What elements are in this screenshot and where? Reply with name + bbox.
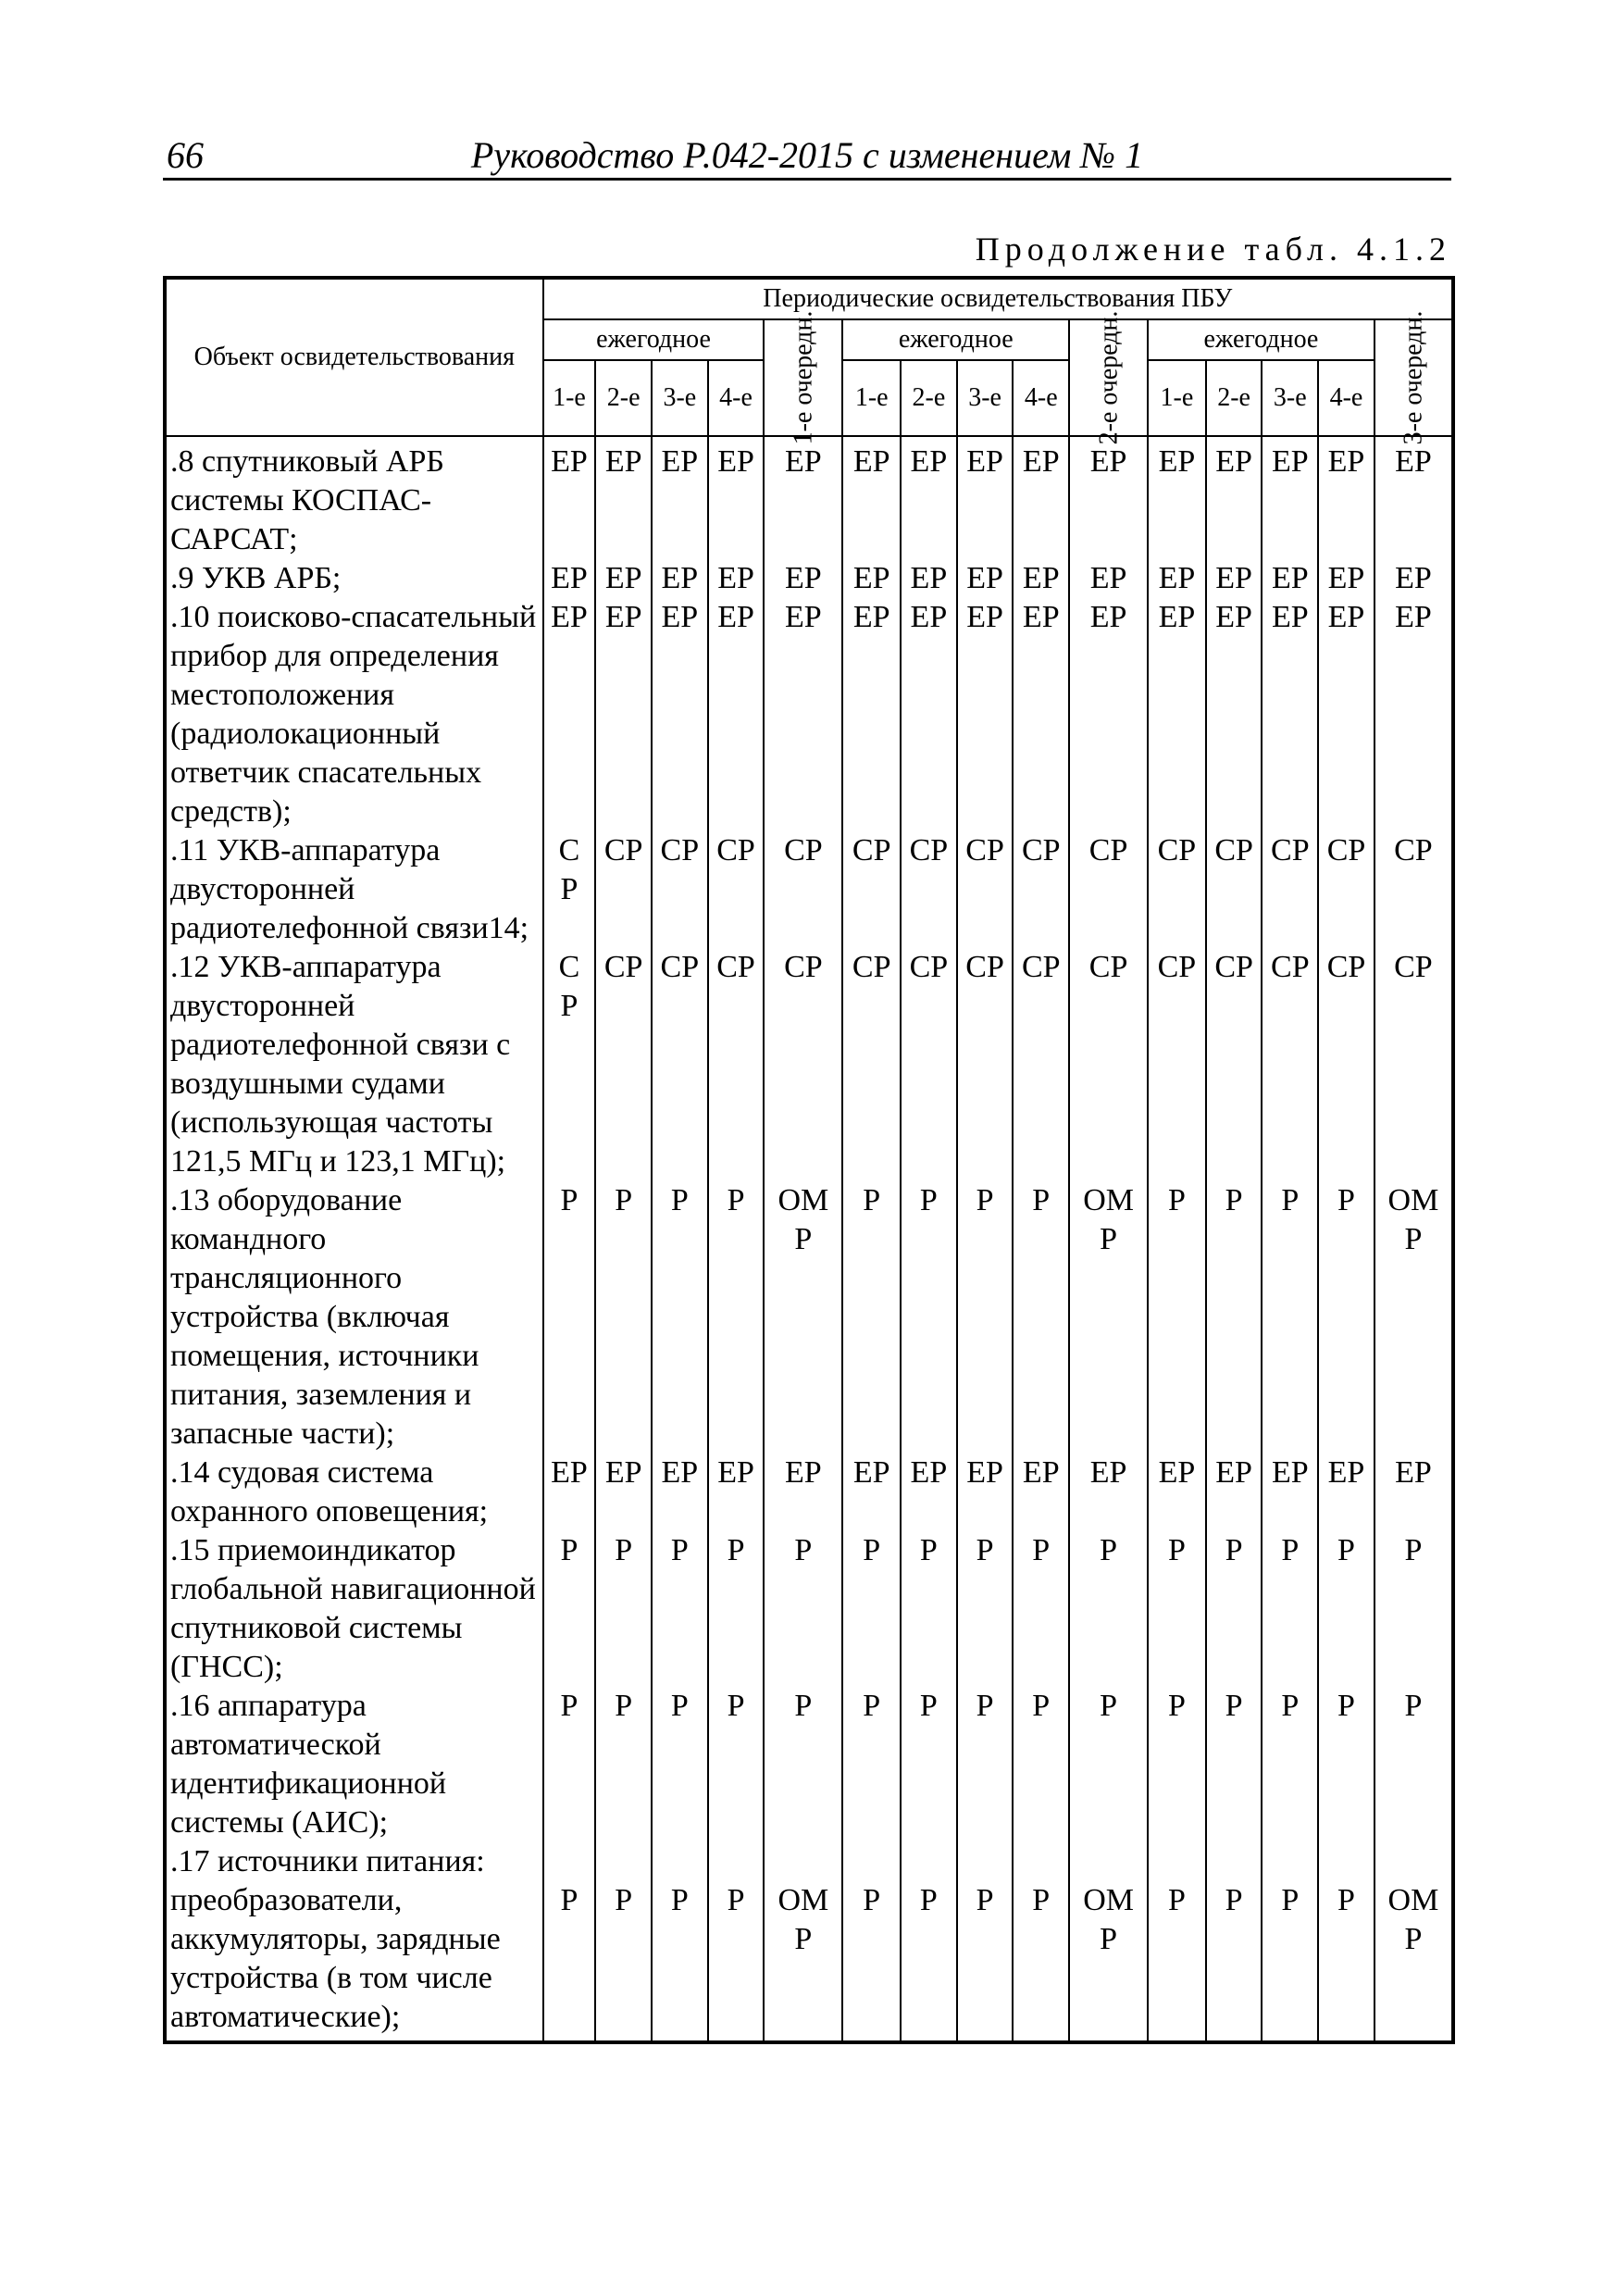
survey-value: СР	[1069, 831, 1148, 948]
survey-value: СР	[1374, 831, 1453, 948]
survey-value: ЕР	[901, 1454, 957, 1531]
survey-value: ЕР	[652, 1454, 708, 1531]
group-header: Периодические освидетельствования ПБУ	[543, 278, 1453, 319]
survey-object: .13 оборудование командного трансляционного устройства (включая помещения, источники питания, заземления и запасные части);	[165, 1181, 543, 1454]
survey-value: ОМ Р	[1374, 1181, 1453, 1454]
survey-value: ОМ Р	[764, 1881, 842, 2042]
annual-col-4: 4-е	[708, 360, 765, 436]
survey-value: Р	[764, 1687, 842, 1842]
survey-value: Р	[1262, 1181, 1318, 1454]
survey-value: ЕР	[1374, 559, 1453, 598]
survey-value: ЕР	[1318, 559, 1374, 598]
survey-value: Р	[652, 1687, 708, 1842]
survey-value: СР	[1318, 948, 1374, 1181]
annual-col-3: 3-е	[652, 360, 708, 436]
survey-value: ЕР	[708, 436, 765, 559]
survey-value: Р	[1318, 1531, 1374, 1687]
table-row	[165, 948, 1453, 1181]
table-row	[165, 598, 1453, 831]
survey-value	[957, 1842, 1014, 1881]
survey-value	[595, 1842, 652, 1881]
survey-value: ЕР	[543, 1454, 596, 1531]
survey-value: ЕР	[1374, 1454, 1453, 1531]
survey-value: ЕР	[764, 436, 842, 559]
survey-value: ЕР	[842, 436, 901, 559]
survey-value: Р	[595, 1181, 652, 1454]
survey-object: .15 приемоиндикатор глобальной навигационной спутниковой системы (ГНСС);	[165, 1531, 543, 1687]
survey-value: ЕР	[1206, 559, 1263, 598]
regular-header-3: 3-е очередн.	[1374, 319, 1453, 436]
table-row	[165, 559, 1453, 598]
survey-value: Р	[1013, 1531, 1069, 1687]
survey-object: .10 поисково-спасательный прибор для определения местоположения (радиолокационный ответчик спасательных средств);	[165, 598, 543, 831]
survey-value: ЕР	[1318, 436, 1374, 559]
survey-value: Р	[1013, 1687, 1069, 1842]
survey-value: ЕР	[543, 559, 596, 598]
survey-value: ЕР	[652, 598, 708, 831]
survey-value: Р	[901, 1531, 957, 1687]
survey-value: СР	[1374, 948, 1453, 1181]
survey-value: Р	[1262, 1531, 1318, 1687]
table-row	[165, 436, 1453, 559]
survey-value: ЕР	[1069, 598, 1148, 831]
survey-value: ЕР	[652, 436, 708, 559]
survey-value: СР	[842, 831, 901, 948]
survey-object: .8 спутниковый АРБ системы КОСПАС-САРСАТ;	[165, 436, 543, 559]
survey-value: Р	[1318, 1687, 1374, 1842]
survey-value: СР	[652, 948, 708, 1181]
survey-value: СР	[1148, 948, 1206, 1181]
survey-value: Р	[901, 1687, 957, 1842]
survey-value: ЕР	[708, 1454, 765, 1531]
survey-value: ЕР	[543, 436, 596, 559]
survey-value	[1374, 1842, 1453, 1881]
survey-value	[708, 1842, 765, 1881]
survey-value: Р	[957, 1181, 1014, 1454]
survey-value: ОМ Р	[1069, 1881, 1148, 2042]
survey-value	[842, 1842, 901, 1881]
survey-value: Р	[1013, 1181, 1069, 1454]
survey-value: ЕР	[1262, 1454, 1318, 1531]
page-header	[163, 130, 1451, 181]
survey-value: СР	[595, 948, 652, 1181]
regular-header-2: 2-е очередн.	[1069, 319, 1148, 436]
survey-value: СР	[901, 831, 957, 948]
survey-value: ЕР	[901, 598, 957, 831]
survey-value: Р	[1069, 1687, 1148, 1842]
survey-value: Р	[652, 1531, 708, 1687]
survey-value: Р	[901, 1181, 957, 1454]
survey-value: Р	[1206, 1181, 1263, 1454]
survey-value: ЕР	[1262, 598, 1318, 831]
survey-value: Р	[1148, 1687, 1206, 1842]
survey-value: Р	[1262, 1687, 1318, 1842]
survey-value: Р	[957, 1687, 1014, 1842]
survey-value	[1013, 1842, 1069, 1881]
annual-col-2: 2-е	[901, 360, 957, 436]
survey-value: С Р	[543, 831, 596, 948]
annual-col-3: 3-е	[1262, 360, 1318, 436]
survey-value: Р	[1206, 1531, 1263, 1687]
survey-value: ЕР	[1148, 436, 1206, 559]
survey-value: ОМ Р	[764, 1181, 842, 1454]
survey-value: СР	[652, 831, 708, 948]
annual-col-3: 3-е	[957, 360, 1014, 436]
survey-value: Р	[1148, 1881, 1206, 2042]
survey-object: .12 УКВ-аппаратура двусторонней радиотелефонной связи с воздушными судами (использующая частоты 121,5 МГц и 123,1 МГц);	[165, 948, 543, 1181]
survey-value: ЕР	[842, 598, 901, 831]
annual-col-1: 1-е	[842, 360, 901, 436]
survey-value: ЕР	[1206, 436, 1263, 559]
survey-value: СР	[764, 948, 842, 1181]
survey-value: ЕР	[901, 559, 957, 598]
survey-value: ЕР	[1148, 598, 1206, 831]
survey-value: СР	[1148, 831, 1206, 948]
survey-value: ЕР	[1318, 1454, 1374, 1531]
survey-value: ЕР	[957, 559, 1014, 598]
survey-value: Р	[708, 1687, 765, 1842]
survey-value: ЕР	[764, 598, 842, 831]
table-row	[165, 1687, 1453, 1842]
survey-value: ЕР	[901, 436, 957, 559]
survey-value: Р	[957, 1531, 1014, 1687]
survey-value: СР	[764, 831, 842, 948]
survey-value: ЕР	[1262, 559, 1318, 598]
survey-value: Р	[543, 1181, 596, 1454]
survey-value	[1262, 1842, 1318, 1881]
survey-value: ЕР	[1262, 436, 1318, 559]
survey-value: ЕР	[652, 559, 708, 598]
survey-value: ЕР	[1148, 559, 1206, 598]
survey-value: Р	[842, 1687, 901, 1842]
survey-value: СР	[1206, 948, 1263, 1181]
table-row	[165, 1842, 1453, 1881]
survey-value: СР	[901, 948, 957, 1181]
survey-value	[1206, 1842, 1263, 1881]
survey-value: СР	[957, 948, 1014, 1181]
survey-value	[764, 1842, 842, 1881]
table-row	[165, 1881, 1453, 2042]
survey-value: Р	[1148, 1181, 1206, 1454]
annual-header-1: ежегодное	[543, 319, 765, 360]
survey-value: Р	[595, 1881, 652, 2042]
survey-value: Р	[1374, 1531, 1453, 1687]
survey-value: СР	[1262, 948, 1318, 1181]
annual-col-2: 2-е	[595, 360, 652, 436]
survey-value: СР	[842, 948, 901, 1181]
table-row	[165, 1531, 1453, 1687]
survey-value: СР	[1206, 831, 1263, 948]
survey-table	[163, 276, 1455, 2044]
survey-value: Р	[1318, 1881, 1374, 2042]
survey-value: ЕР	[1013, 1454, 1069, 1531]
survey-object: .16 аппаратура автоматической идентификационной системы (АИС);	[165, 1687, 543, 1842]
survey-value: Р	[1206, 1881, 1263, 2042]
table-row	[165, 1454, 1453, 1531]
survey-value: Р	[708, 1881, 765, 2042]
survey-value: СР	[1262, 831, 1318, 948]
survey-value: ЕР	[1013, 598, 1069, 831]
survey-value: Р	[543, 1881, 596, 2042]
survey-value: ЕР	[842, 559, 901, 598]
survey-object: .9 УКВ АРБ;	[165, 559, 543, 598]
survey-value: СР	[1013, 831, 1069, 948]
survey-value	[901, 1842, 957, 1881]
table-row	[165, 831, 1453, 948]
survey-value: Р	[708, 1181, 765, 1454]
survey-value: ЕР	[595, 598, 652, 831]
survey-value: ЕР	[708, 559, 765, 598]
table-row	[165, 1181, 1453, 1454]
object-header: Объект освидетельствования	[165, 278, 543, 436]
regular-header-1: 1-е очередн.	[764, 319, 842, 436]
survey-value: ЕР	[1374, 436, 1453, 559]
survey-value	[652, 1842, 708, 1881]
survey-object: .11 УКВ-аппаратура двусторонней радиотелефонной связи14;	[165, 831, 543, 948]
survey-value: СР	[595, 831, 652, 948]
survey-value	[1318, 1842, 1374, 1881]
survey-value: ЕР	[1069, 1454, 1148, 1531]
survey-value: Р	[1374, 1687, 1453, 1842]
survey-value: ЕР	[957, 436, 1014, 559]
survey-value: Р	[708, 1531, 765, 1687]
annual-col-2: 2-е	[1206, 360, 1263, 436]
survey-value: Р	[652, 1181, 708, 1454]
survey-value: ЕР	[764, 1454, 842, 1531]
survey-value	[1069, 1842, 1148, 1881]
survey-value: ОМ Р	[1374, 1881, 1453, 2042]
survey-value: Р	[543, 1687, 596, 1842]
survey-value: ЕР	[1318, 598, 1374, 831]
survey-object: .17 источники питания:	[165, 1842, 543, 1881]
survey-value: Р	[1148, 1531, 1206, 1687]
survey-value: ЕР	[595, 559, 652, 598]
survey-value: Р	[842, 1531, 901, 1687]
running-title: Руководство Р.042-2015 с изменением № 1	[470, 134, 1144, 176]
annual-col-4: 4-е	[1013, 360, 1069, 436]
survey-value: СР	[1013, 948, 1069, 1181]
survey-value: ЕР	[595, 436, 652, 559]
survey-value: Р	[901, 1881, 957, 2042]
annual-col-1: 1-е	[1148, 360, 1206, 436]
survey-value: ЕР	[764, 559, 842, 598]
survey-value: ЕР	[1206, 1454, 1263, 1531]
survey-value: ЕР	[543, 598, 596, 831]
survey-value: СР	[708, 948, 765, 1181]
survey-value: Р	[543, 1531, 596, 1687]
survey-value: Р	[957, 1881, 1014, 2042]
annual-header-3: ежегодное	[1148, 319, 1374, 360]
survey-value: Р	[652, 1881, 708, 2042]
survey-value: ЕР	[1069, 559, 1148, 598]
survey-value: СР	[1318, 831, 1374, 948]
survey-value: ЕР	[1374, 598, 1453, 831]
survey-value: Р	[1069, 1531, 1148, 1687]
survey-value: СР	[1069, 948, 1148, 1181]
survey-object: .14 судовая система охранного оповещения;	[165, 1454, 543, 1531]
survey-value: ЕР	[1013, 559, 1069, 598]
survey-value: Р	[842, 1881, 901, 2042]
survey-value: СР	[708, 831, 765, 948]
survey-value: Р	[1318, 1181, 1374, 1454]
survey-value: ЕР	[957, 598, 1014, 831]
annual-header-2: ежегодное	[842, 319, 1069, 360]
survey-object: преобразователи, аккумуляторы, зарядные устройства (в том числе автоматические);	[165, 1881, 543, 2042]
survey-value	[543, 1842, 596, 1881]
survey-value: ЕР	[595, 1454, 652, 1531]
survey-value: ОМ Р	[1069, 1181, 1148, 1454]
survey-value: Р	[595, 1531, 652, 1687]
survey-value: Р	[1206, 1687, 1263, 1842]
survey-value: СР	[957, 831, 1014, 948]
survey-value: ЕР	[708, 598, 765, 831]
survey-value: Р	[1262, 1881, 1318, 2042]
survey-value: ЕР	[1206, 598, 1263, 831]
annual-col-1: 1-е	[543, 360, 596, 436]
page-number: 66	[167, 134, 204, 176]
annual-col-4: 4-е	[1318, 360, 1374, 436]
survey-value: С Р	[543, 948, 596, 1181]
survey-value	[1148, 1842, 1206, 1881]
survey-value: Р	[1013, 1881, 1069, 2042]
survey-value: ЕР	[1013, 436, 1069, 559]
table-caption: Продолжение табл. 4.1.2	[975, 231, 1451, 268]
survey-value: ЕР	[842, 1454, 901, 1531]
survey-value: Р	[764, 1531, 842, 1687]
survey-value: ЕР	[1069, 436, 1148, 559]
survey-value: ЕР	[1148, 1454, 1206, 1531]
survey-value: Р	[842, 1181, 901, 1454]
survey-value: ЕР	[957, 1454, 1014, 1531]
survey-value: Р	[595, 1687, 652, 1842]
